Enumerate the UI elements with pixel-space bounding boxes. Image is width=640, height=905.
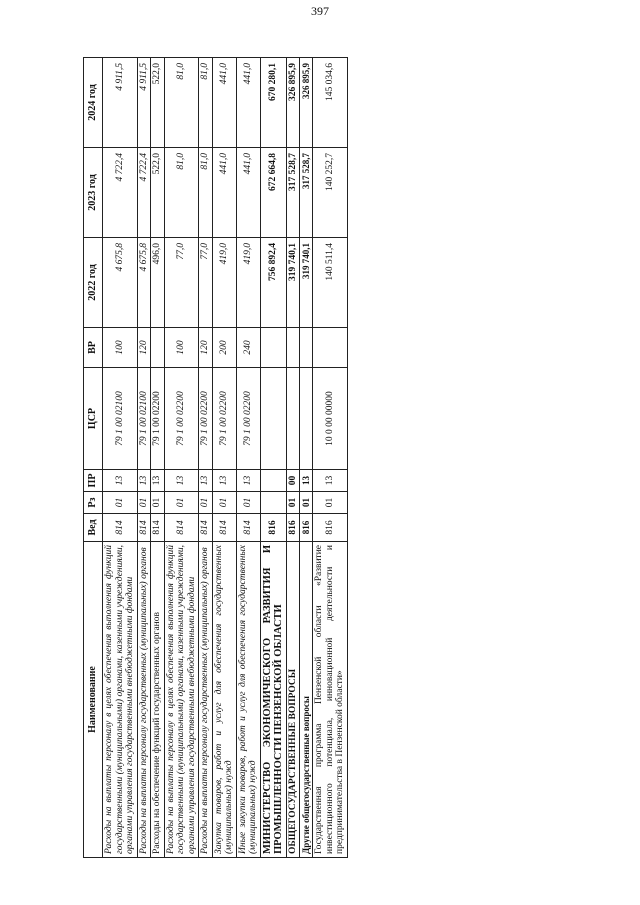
budget-table	[83, 57, 348, 858]
row-2024: 4 911,5	[137, 58, 151, 148]
row-ved: 814	[212, 514, 236, 542]
row-2024: 441,0	[236, 58, 260, 148]
table-row	[151, 58, 165, 858]
row-pr: 13	[103, 470, 138, 492]
row-2022: 319 740,1	[286, 238, 300, 328]
row-ved: 816	[300, 514, 313, 542]
row-rz: 01	[236, 492, 260, 514]
row-pr: 13	[199, 470, 213, 492]
row-csr: 79 1 00 02100	[137, 368, 151, 470]
row-2023: 441,0	[236, 148, 260, 238]
row-rz: 01	[212, 492, 236, 514]
row-pr: 13	[137, 470, 151, 492]
row-csr: 79 1 00 02200	[212, 368, 236, 470]
row-csr: 79 1 00 02100	[103, 368, 138, 470]
row-2022: 419,0	[236, 238, 260, 328]
row-rz: 01	[164, 492, 199, 514]
row-rz: 01	[199, 492, 213, 514]
row-2023: 317 528,7	[286, 148, 300, 238]
row-2022: 77,0	[199, 238, 213, 328]
row-2024: 81,0	[199, 58, 213, 148]
table-row	[164, 58, 199, 858]
header-2022: 2022 год	[84, 238, 103, 328]
header-csr: ЦСР	[84, 368, 103, 470]
header-rz: Рз	[84, 492, 103, 514]
row-2022: 140 511,4	[313, 238, 348, 328]
header-ved: Вед	[84, 514, 103, 542]
row-name: Расходы на выплаты персоналу в целях обеспечения выполнения функций государственными (муниципальными) органами, казенными учреждениями, органами управления государственными внебюджетными фондами	[164, 542, 199, 858]
header-pr: ПР	[84, 470, 103, 492]
row-ved: 814	[103, 514, 138, 542]
row-pr: 13	[212, 470, 236, 492]
table-row	[103, 58, 138, 858]
page-number: 397	[311, 4, 329, 18]
row-2023: 522,0	[151, 148, 165, 238]
row-2023: 4 722,4	[137, 148, 151, 238]
row-rz: 01	[103, 492, 138, 514]
header-vr: ВР	[84, 328, 103, 368]
row-csr: 79 1 00 02200	[164, 368, 199, 470]
row-vr: 120	[199, 328, 213, 368]
table-header	[84, 58, 103, 858]
table-row	[212, 58, 236, 858]
row-csr	[286, 368, 300, 470]
row-vr: 100	[103, 328, 138, 368]
row-2024: 326 895,9	[286, 58, 300, 148]
row-rz	[260, 492, 286, 514]
table-row	[260, 58, 286, 858]
row-2024: 145 034,6	[313, 58, 348, 148]
row-2024: 441,0	[212, 58, 236, 148]
row-2024: 81,0	[164, 58, 199, 148]
header-2024: 2024 год	[84, 58, 103, 148]
row-csr: 79 1 00 02200	[199, 368, 213, 470]
header-2023: 2023 год	[84, 148, 103, 238]
row-pr: 13	[300, 470, 313, 492]
row-vr	[286, 328, 300, 368]
row-2023: 672 664,8	[260, 148, 286, 238]
row-ved: 814	[164, 514, 199, 542]
row-rz: 01	[300, 492, 313, 514]
row-rz: 01	[313, 492, 348, 514]
row-2022: 756 892,4	[260, 238, 286, 328]
row-rz: 01	[137, 492, 151, 514]
row-vr: 100	[164, 328, 199, 368]
table-row	[313, 58, 348, 858]
row-2023: 441,0	[212, 148, 236, 238]
row-2023: 317 528,7	[300, 148, 313, 238]
row-csr: 79 1 00 02200	[236, 368, 260, 470]
row-pr: 13	[164, 470, 199, 492]
row-vr	[151, 328, 165, 368]
row-pr: 13	[313, 470, 348, 492]
row-name: Расходы на выплаты персоналу в целях обеспечения выполнения функций государственными (муниципальными) органами, казенными учреждениями, органами управления государственными внебюджетными фондами	[103, 542, 138, 858]
row-2023: 81,0	[199, 148, 213, 238]
row-pr: 13	[236, 470, 260, 492]
row-2024: 326 895,9	[300, 58, 313, 148]
table-row	[236, 58, 260, 858]
row-pr	[260, 470, 286, 492]
row-name: ОБЩЕГОСУДАРСТВЕННЫЕ ВОПРОСЫ	[286, 542, 300, 858]
row-name: Расходы на выплаты персоналу государственных (муниципальных) органов	[199, 542, 213, 858]
row-vr	[260, 328, 286, 368]
row-csr: 10 0 00 00000	[313, 368, 348, 470]
row-vr	[313, 328, 348, 368]
row-2022: 77,0	[164, 238, 199, 328]
row-pr: 00	[286, 470, 300, 492]
row-name: Закупка товаров, работ и услуг для обеспечения государственных (муниципальных) нужд	[212, 542, 236, 858]
header-name: Наименование	[84, 542, 103, 858]
row-name: Другие общегосударственные вопросы	[300, 542, 313, 858]
row-vr: 240	[236, 328, 260, 368]
row-ved: 814	[236, 514, 260, 542]
row-2024: 4 911,5	[103, 58, 138, 148]
row-ved: 814	[137, 514, 151, 542]
row-name: МИНИСТЕРСТВО ЭКОНОМИЧЕСКОГО РАЗВИТИЯ И ПРОМЫШЛЕННОСТИ ПЕНЗЕНСКОЙ ОБЛАСТИ	[260, 542, 286, 858]
row-2022: 419,0	[212, 238, 236, 328]
budget-table-rotated	[83, 58, 545, 858]
row-vr: 120	[137, 328, 151, 368]
row-name: Расходы на выплаты персоналу государственных (муниципальных) органов	[137, 542, 151, 858]
row-name: Иные закупки товаров, работ и услуг для обеспечения государственных (муниципальных) нужд	[236, 542, 260, 858]
row-2022: 4 675,8	[137, 238, 151, 328]
row-ved: 816	[286, 514, 300, 542]
table-row	[137, 58, 151, 858]
row-rz: 01	[151, 492, 165, 514]
row-ved: 816	[313, 514, 348, 542]
row-2022: 4 675,8	[103, 238, 138, 328]
row-2023: 81,0	[164, 148, 199, 238]
row-vr: 200	[212, 328, 236, 368]
row-vr	[300, 328, 313, 368]
row-csr: 79 1 00 02200	[151, 368, 165, 470]
row-ved: 816	[260, 514, 286, 542]
row-pr: 13	[151, 470, 165, 492]
row-name: Расходы на обеспечение функций государственных органов	[151, 542, 165, 858]
row-rz: 01	[286, 492, 300, 514]
table-row	[286, 58, 300, 858]
table-row	[300, 58, 313, 858]
row-name: Государственная программа Пензенской области «Развитие инвестиционного потенциала, инновационной деятельности и предпринимательства в Пензенской области»	[313, 542, 348, 858]
row-2022: 496,0	[151, 238, 165, 328]
row-csr	[260, 368, 286, 470]
row-csr	[300, 368, 313, 470]
row-2023: 4 722,4	[103, 148, 138, 238]
row-ved: 814	[151, 514, 165, 542]
row-2024: 522,0	[151, 58, 165, 148]
row-2023: 140 252,7	[313, 148, 348, 238]
row-2022: 319 740,1	[300, 238, 313, 328]
row-2024: 670 280,1	[260, 58, 286, 148]
row-ved: 814	[199, 514, 213, 542]
table-row	[199, 58, 213, 858]
